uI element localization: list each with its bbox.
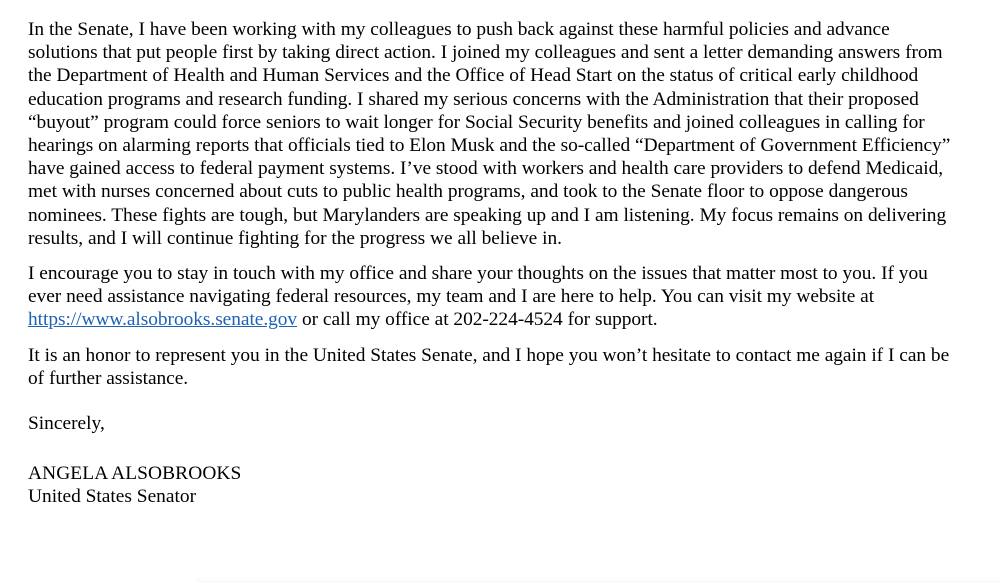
letter-body (28, 18, 964, 509)
paragraph-stay-in-touch (28, 262, 964, 332)
signer-name: ANGELA ALSOBROOKS (28, 463, 242, 485)
letter-closing: Sincerely, (28, 413, 105, 435)
page-bottom-edge (196, 576, 1000, 583)
paragraph-honor: It is an honor to represent you in the United States Senate, and I hope you won’t hesitate to contact me again if I can be of further assistance. (28, 344, 950, 389)
clipped-previous-line (28, 0, 958, 4)
paragraph-stay-in-touch-text-after: or call my office at 202-224-4524 for support. (297, 309, 658, 331)
signer-title: United States Senator (28, 486, 197, 508)
senate-website-link[interactable]: https://www.alsobrooks.senate.gov (28, 309, 298, 331)
signature-block (28, 462, 964, 508)
paragraph-stay-in-touch-text-before: I encourage you to stay in touch with my office and share your thoughts on the issues that matter most to you. If you ever need assistance navigating federal resources, my team and I are here to help. You can visit my website at (28, 263, 928, 308)
paragraph-senate-work: In the Senate, I have been working with my colleagues to push back against these harmful policies and advance solutions that put people first by taking direct action. I joined my colleagues and sent a letter demanding answers from the Department of Health and Human Services and the Office of Head Start on the status of critical early childhood education programs and research funding. I shared my serious concerns with the Administration that their proposed “buyout” program could force seniors to wait longer for Social Security benefits and joined colleagues in calling for hearings on alarming reports that officials tied to Elon Musk and the so-called “Department of Government Efficiency” have gained access to federal payment systems. I’ve stood with workers and health care providers to defend Medicaid, met with nurses concerned about cuts to public health programs, and took to the Senate floor to oppose dangerous nominees. These fights are tough, but Marylanders are speaking up and I am listening. My focus remains on delivering results, and I will continue fighting for the progress we all believe in. (28, 19, 951, 249)
